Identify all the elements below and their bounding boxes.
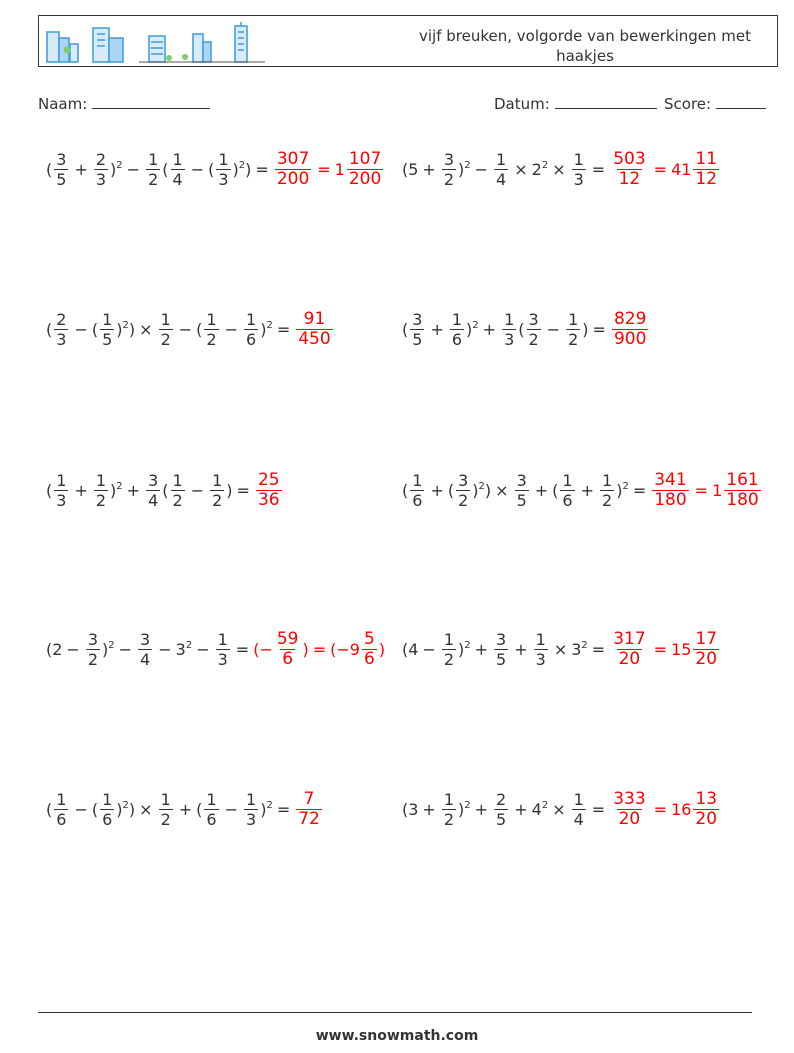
- answer: $\frac{317}{20}$ = 15 $\frac{17}{20}$: [613, 628, 718, 669]
- name-label: Naam:: [38, 95, 88, 113]
- problem-1: ( $\frac{3}{5}$ + $\frac{2}{3}$ ) $^2$ − $\frac{1}{2}$ ( $\frac{1}{4}$ − ( $\frac{1}{3}$ ) $^2$ ) = $\frac{307}{200}$ = 1 $\frac{107}{200}$: [46, 139, 385, 199]
- problem-3: ( $\frac{2}{3}$ − ( $\frac{1}{5}$ ) $^2$ ) × $\frac{1}{2}$ − ( $\frac{1}{2}$ − $\frac{1}{6}$ ) $^2$ = $\frac{91}{450}$: [46, 299, 335, 359]
- date-blank[interactable]: [555, 94, 657, 109]
- problem-7: (2 − $\frac{3}{2}$ ) $^2$ − $\frac{3}{4}$ − 3 $^2$ − $\frac{1}{3}$ = (− $\frac{59}{6}$ ) = (−9 $\frac{5}{6}$ ): [46, 628, 386, 669]
- worksheet-header: [38, 15, 778, 67]
- building-icon: [235, 22, 247, 62]
- score-field[interactable]: [664, 94, 766, 113]
- worksheet-title: vijf breuken, volgorde van bewerkingen met haakjes: [419, 27, 751, 65]
- date-label: Datum:: [494, 95, 550, 113]
- problem-8: (4 − $\frac{1}{2}$ ) $^2$ + $\frac{3}{5}$ + $\frac{1}{3}$ × 3 $^2$ = $\frac{317}{20}$ = 15 $\frac{17}{20}$: [402, 619, 721, 679]
- tree-icon: [182, 54, 188, 60]
- score-label: Score:: [664, 95, 712, 113]
- score-blank[interactable]: [716, 94, 766, 109]
- date-field[interactable]: [494, 94, 657, 113]
- problem-9: ( $\frac{1}{6}$ − ( $\frac{1}{6}$ ) $^2$ ) × $\frac{1}{2}$ + ( $\frac{1}{6}$ − $\frac{1}{3}$ ) $^2$ = $\frac{7}{72}$: [46, 779, 324, 839]
- answer: $\frac{341}{180}$ = 1 $\frac{161}{180}$: [654, 469, 759, 510]
- problem-5: ( $\frac{1}{3}$ + $\frac{1}{2}$ ) $^2$ + $\frac{3}{4}$ ( $\frac{1}{2}$ − $\frac{1}{2}$ ) = $\frac{25}{36}$: [46, 460, 284, 520]
- building-icon: [149, 36, 165, 62]
- building-icon: [93, 28, 123, 62]
- answer: $\frac{333}{20}$ = 16 $\frac{13}{20}$: [613, 788, 718, 829]
- answer: $\frac{307}{200}$ = 1 $\frac{107}{200}$: [276, 148, 382, 189]
- problem-10: (3 + $\frac{1}{2}$ ) $^2$ + $\frac{2}{5}$ + 4 $^2$ × $\frac{1}{4}$ = $\frac{333}{20}$ = 16 $\frac{13}{20}$: [402, 779, 721, 839]
- footer-divider: [38, 1012, 752, 1013]
- answer: $\frac{25}{36}$: [257, 469, 280, 510]
- answer: (− $\frac{59}{6}$ ) = (−9 $\frac{5}{6}$ ): [253, 628, 386, 669]
- name-field[interactable]: [38, 94, 210, 113]
- answer: $\frac{91}{450}$: [298, 308, 331, 349]
- problem-6: ( $\frac{1}{6}$ + ( $\frac{3}{2}$ ) $^2$ ) × $\frac{3}{5}$ + ( $\frac{1}{6}$ + $\frac{1}{2}$ ) $^2$ = $\frac{341}{180}$ = 1 $\frac{161}{180}$: [402, 460, 763, 520]
- name-blank[interactable]: [92, 94, 210, 109]
- problem-4: ( $\frac{3}{5}$ + $\frac{1}{6}$ ) $^2$ + $\frac{1}{3}$ ( $\frac{3}{2}$ − $\frac{1}{2}$ ) = $\frac{829}{900}$: [402, 299, 650, 359]
- city-logo: [43, 20, 267, 64]
- tree-icon: [64, 47, 71, 54]
- answer: $\frac{829}{900}$: [613, 308, 647, 349]
- tree-icon: [166, 55, 172, 61]
- footer-website: www.snowmath.com: [315, 1028, 479, 1044]
- building-icon: [47, 32, 78, 62]
- answer: $\frac{503}{12}$ = 41 $\frac{11}{12}$: [613, 148, 718, 189]
- answer: $\frac{7}{72}$: [298, 788, 320, 829]
- problem-2: (5 + $\frac{3}{2}$ ) $^2$ − $\frac{1}{4}$ × 2 $^2$ × $\frac{1}{3}$ = $\frac{503}{12}$ = 41 $\frac{11}{12}$: [402, 139, 721, 199]
- building-icon: [193, 34, 211, 62]
